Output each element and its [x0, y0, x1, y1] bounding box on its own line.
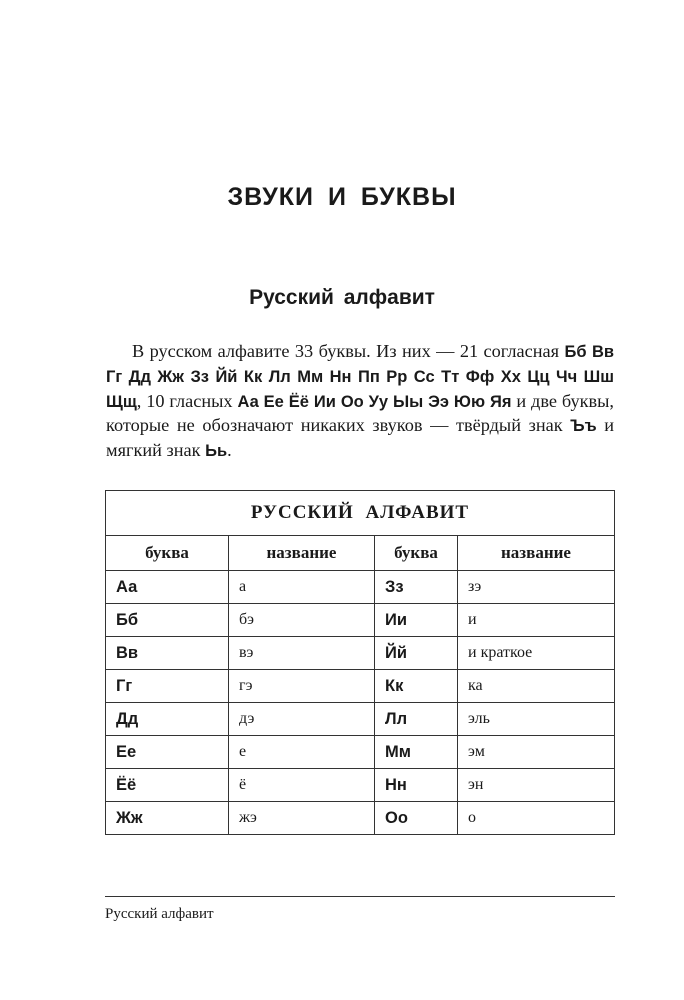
paragraph-text: и мягкий знак — [106, 415, 615, 461]
name-cell: эм — [458, 736, 615, 769]
letter-cell: Дд — [106, 703, 229, 736]
bold-letters: Ъъ — [570, 417, 597, 436]
letter-cell: Кк — [375, 670, 458, 703]
column-header: буква — [375, 536, 458, 571]
table-row — [106, 703, 615, 736]
intro-paragraph — [106, 340, 614, 464]
letter-cell: Вв — [106, 637, 229, 670]
letter-cell: Нн — [375, 769, 458, 802]
name-cell: е — [229, 736, 375, 769]
footer-divider — [105, 896, 615, 897]
letter-cell: Аа — [106, 571, 229, 604]
alphabet-table — [105, 490, 615, 835]
running-footer: Русский алфавит — [105, 906, 214, 922]
paragraph-text: , 10 гласных — [136, 390, 238, 411]
section-title: Русский алфавит — [249, 286, 435, 309]
column-header: буква — [106, 536, 229, 571]
paragraph-text: . — [227, 440, 232, 461]
letter-cell: Лл — [375, 703, 458, 736]
table-row — [106, 604, 615, 637]
bold-letters: Аа Ее Ёё Ии Оо Уу Ыы Ээ Юю Яя — [237, 392, 512, 411]
name-cell: ка — [458, 670, 615, 703]
letter-cell: Оо — [375, 802, 458, 835]
name-cell: о — [458, 802, 615, 835]
paragraph-text: В русском алфавите 33 буквы. Из них — 21 согласная — [132, 341, 565, 361]
letter-cell: Ии — [375, 604, 458, 637]
name-cell: вэ — [229, 637, 375, 670]
bold-letters: Бб Вв Гг Дд Жж Зз Йй Кк Лл Мм Нн Пп Рр Сс Тт Фф Хх Цц Чч Шш Щщ — [106, 343, 614, 411]
letter-cell: Йй — [375, 637, 458, 670]
letter-cell: Жж — [106, 802, 229, 835]
name-cell: жэ — [229, 802, 375, 835]
name-cell: бэ — [229, 604, 375, 637]
table-row — [106, 670, 615, 703]
name-cell: гэ — [229, 670, 375, 703]
name-cell: ё — [229, 769, 375, 802]
letter-cell: Бб — [106, 604, 229, 637]
letter-cell: Ёё — [106, 769, 229, 802]
column-header: название — [458, 536, 615, 571]
name-cell: зэ — [458, 571, 615, 604]
table-row — [106, 802, 615, 835]
table-row — [106, 571, 615, 604]
chapter-title: ЗВУКИ И БУКВЫ — [227, 183, 457, 211]
letter-cell: Мм — [375, 736, 458, 769]
name-cell: дэ — [229, 703, 375, 736]
table-row — [106, 736, 615, 769]
name-cell: и краткое — [458, 637, 615, 670]
paragraph-text: и две буквы, которые не обозначают никаких звуков — твёрдый знак — [106, 390, 614, 436]
column-header: название — [229, 536, 375, 571]
name-cell: и — [458, 604, 615, 637]
letter-cell: Зз — [375, 571, 458, 604]
letter-cell: Гг — [106, 670, 229, 703]
letter-cell: Ее — [106, 736, 229, 769]
name-cell: эн — [458, 769, 615, 802]
table-row — [106, 637, 615, 670]
bold-letters: Ьь — [205, 442, 228, 461]
table-row — [106, 769, 615, 802]
name-cell: а — [229, 571, 375, 604]
table-title: РУССКИЙ АЛФАВИТ — [106, 491, 615, 536]
name-cell: эль — [458, 703, 615, 736]
